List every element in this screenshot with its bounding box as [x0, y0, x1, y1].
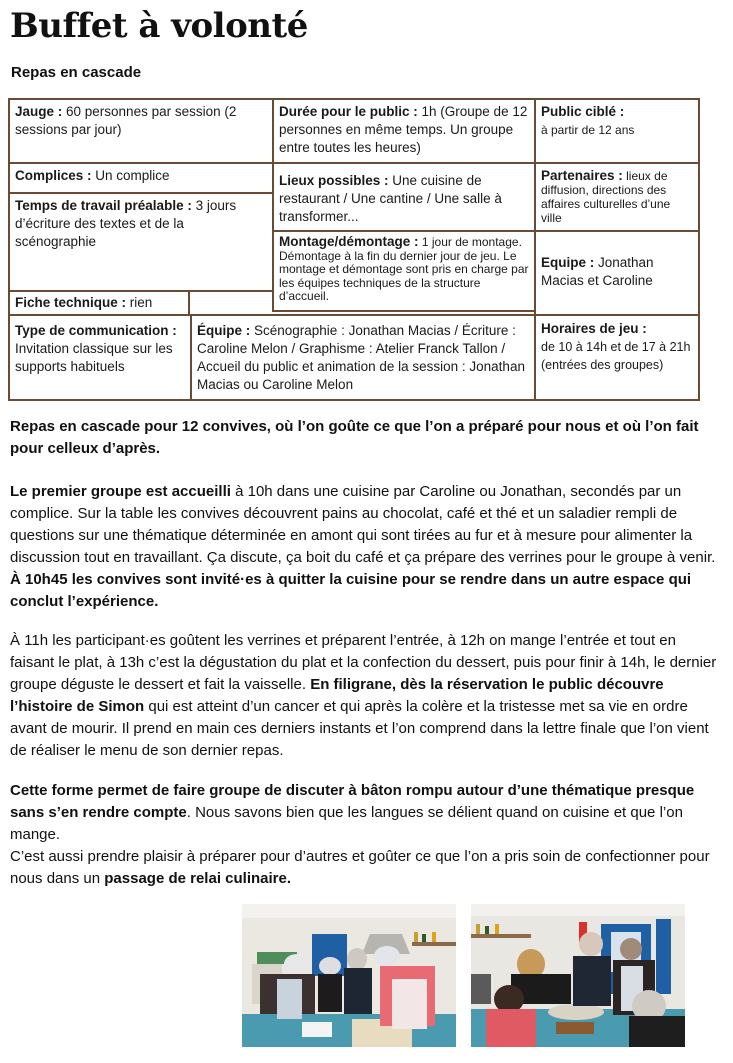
cell-equipe-full	[190, 314, 536, 401]
cell-fiche-technique	[8, 290, 190, 316]
cell-label: Equipe :	[541, 255, 595, 270]
cell-value: de 10 à 14h et de 17 à 21h (entrées des groupes)	[541, 340, 691, 372]
paragraph-first-group	[10, 481, 720, 613]
cell-value: Scénographie : Jonathan Macias / Écriture : Caroline Melon / Graphisme : Atelier Franck Tallon / Accueil du public et animation de la session : Jonathan Macias ou Caroline Melon	[197, 323, 525, 392]
photo-image	[471, 904, 685, 1047]
photo-kitchen-preparation	[242, 904, 456, 1047]
cell-label: Jauge :	[15, 104, 63, 119]
cell-value: Une cuisine de restaurant / Une cantine / Une salle à transformer...	[279, 173, 502, 224]
text: À 11h les participant·es goûtent les verrines et préparent l’entrée, à 12h on mange l’entrée et tout en faisant le plat, à 13h c’est la dégustation du plat et la confection du dessert, puis pour finir à 14h, le dernier groupe déguste le dessert et fait la vaisselle.	[10, 632, 717, 693]
cell-duree	[272, 98, 536, 164]
cell-label: Public ciblé :	[541, 104, 625, 119]
cell-label: Lieux possibles :	[279, 173, 389, 188]
cell-label: Montage/démontage :	[279, 234, 419, 249]
cell-label: Horaires de jeu :	[541, 321, 647, 336]
cell-label: Type de communication :	[15, 323, 177, 338]
cell-jauge	[8, 98, 274, 164]
page-title: Buffet à volonté	[10, 6, 308, 46]
photo-image	[242, 904, 456, 1047]
cell-equipe-short	[534, 230, 700, 316]
text: . Nous savons bien que les langues se délient quand on cuisine et que l’on mange.	[10, 804, 683, 843]
bold-text: À 10h45 les convives sont invité·es à quitter la cuisine pour se rendre dans un autre espace qui conclut l’expérience.	[10, 571, 692, 610]
cell-label: Temps de travail préalable :	[15, 198, 192, 213]
cell-value: 60 personnes par session (2 sessions par jour)	[15, 104, 237, 137]
bold-text: En filigrane, dès la réservation le public découvre l’histoire de Simon	[10, 676, 664, 715]
paragraph-schedule	[10, 630, 720, 762]
cell-value: lieux de diffusion, directions des affaires culturelles d’une ville	[541, 169, 671, 225]
cell-label: Durée pour le public :	[279, 104, 418, 119]
text: qui est atteint d’un cancer et qui après la colère et la tristesse met sa vie en ordre avant de mourir. Il prend en main ces derniers instants et l’on comprend dans la lettre finale que l’on vient de réaliser le menu de son dernier repas.	[10, 698, 709, 759]
text: à 10h dans une cuisine par Caroline ou Jonathan, secondés par un complice. Sur la table les convives découvrent pains au chocolat, café et thé et un saladier rempli de questions sur une thématique déterminée en amont qui sont tirées au fur et à mesure pour alimenter la discussion tout en travaillant. Ça discute, ça boit du café et ça prépare des verrines pour le groupe à venir.	[10, 483, 716, 566]
page-subtitle: Repas en cascade	[11, 64, 142, 81]
cell-value: Un complice	[91, 168, 170, 183]
cell-value: 3 jours d’écriture des textes et de la scénographie	[15, 198, 237, 249]
paragraph-purpose	[10, 780, 720, 890]
cell-montage	[272, 230, 536, 312]
cell-lieux	[272, 162, 536, 232]
cell-label: Partenaires :	[541, 168, 623, 183]
intro-paragraph: Repas en cascade pour 12 convives, où l’on goûte ce que l’on a préparé pour nous et où l’on fait pour celleux d’après.	[10, 418, 699, 457]
cell-communication	[8, 314, 192, 401]
cell-value: 1 jour de montage. Démontage à la fin du dernier jour de jeu. Le montage et démontage sont pris en charge par les équipes techniques de la structure d’accueil.	[279, 235, 529, 303]
cell-horaires	[534, 314, 700, 401]
cell-value: Invitation classique sur les supports habituels	[15, 341, 173, 374]
bold-text: Cette forme permet de faire groupe de discuter à bâton rompu autour d’une thématique presque sans s’en rendre compte	[10, 782, 695, 821]
photo-shared-meal	[471, 904, 685, 1047]
bold-text: passage de relai culinaire.	[104, 870, 292, 887]
cell-label: Équipe :	[197, 323, 251, 338]
cell-value: Jonathan Macias et Caroline	[541, 255, 654, 288]
cell-value: à partir de 12 ans	[541, 123, 635, 137]
text: C’est aussi prendre plaisir à préparer pour d’autres et goûter ce que l’on a pris soin de confectionner pour nous dans un	[10, 848, 710, 887]
bold-text: Le premier groupe est accueilli	[10, 483, 231, 500]
cell-public	[534, 98, 700, 164]
cell-partenaires	[534, 162, 700, 232]
cell-label: Complices :	[15, 168, 92, 183]
cell-value: 1h (Groupe de 12 personnes en même temps. Un groupe entre toutes les heures)	[279, 104, 528, 155]
cell-complices	[8, 162, 274, 194]
cell-label: Fiche technique :	[15, 295, 127, 310]
cell-value: rien	[126, 295, 153, 310]
cell-temps-travail	[8, 192, 274, 292]
